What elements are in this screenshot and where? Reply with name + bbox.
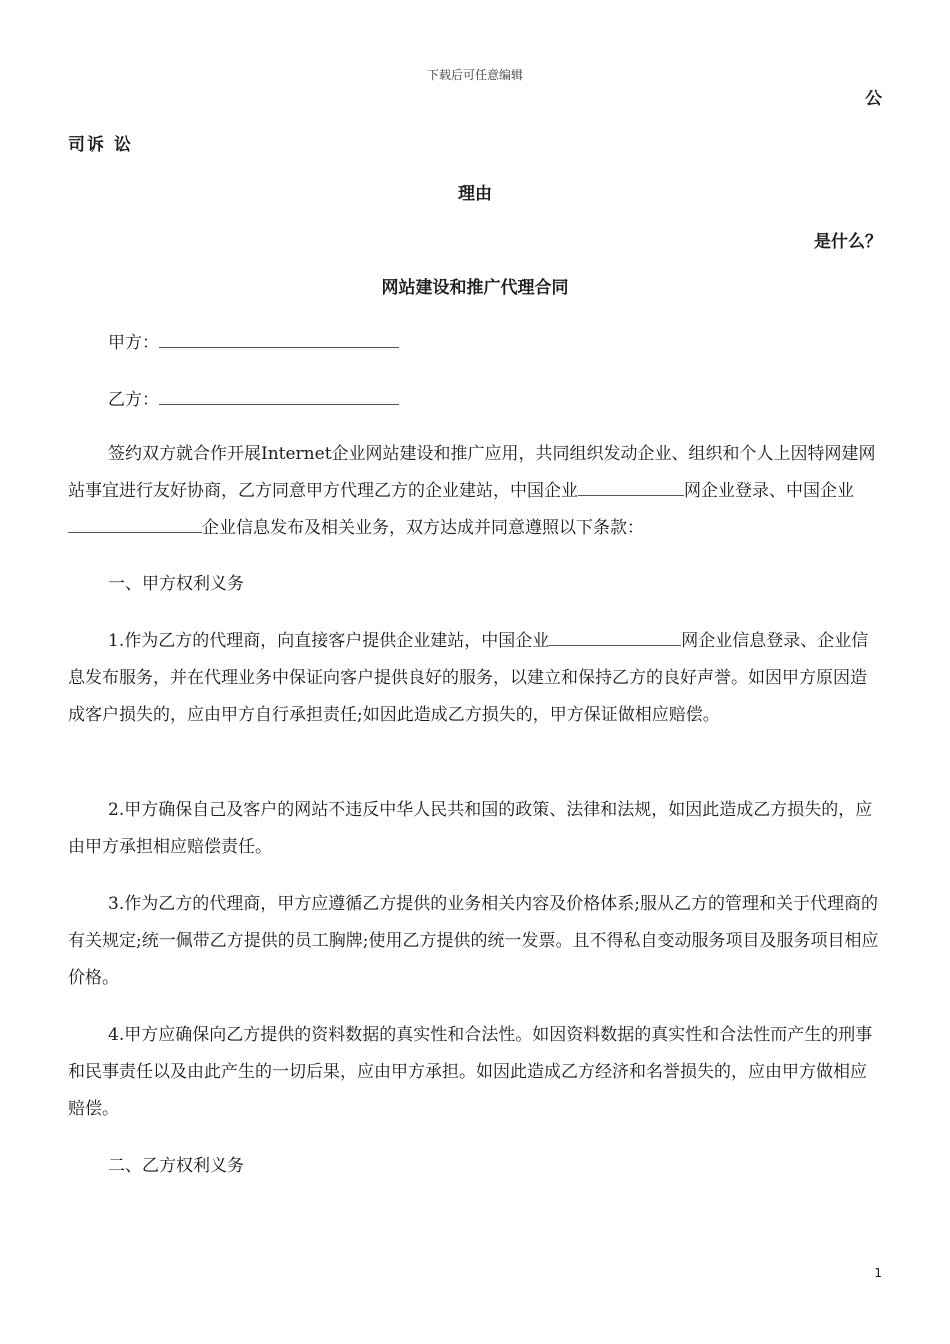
document-title: 网站建设和推广代理合同 bbox=[381, 278, 569, 298]
heading-fragment-b: 司诉 讼 bbox=[68, 135, 133, 155]
party-b-blank bbox=[159, 390, 399, 405]
section-heading-2: 二、乙方权利义务 bbox=[108, 1156, 244, 1176]
heading-fragment-c: 理由 bbox=[458, 184, 492, 204]
party-a-line bbox=[108, 328, 399, 353]
party-a-label: 甲方： bbox=[108, 333, 159, 353]
clause-2: 2.甲方确保自己及客户的网站不违反中华人民共和国的政策、法律和法规，如因此造成乙方损失的，应由甲方承担相应赔偿责任。 bbox=[68, 800, 873, 857]
party-b-label: 乙方： bbox=[108, 390, 159, 410]
clause-1 bbox=[68, 623, 883, 734]
page-number: 1 bbox=[874, 1266, 882, 1280]
intro-text-2: 网企业登录、中国企业 bbox=[684, 481, 854, 501]
heading-fragment-d: 是什么？ bbox=[814, 232, 882, 252]
clause-4: 4.甲方应确保向乙方提供的资料数据的真实性和合法性。如因资料数据的真实性和合法性而产生的刑事和民事责任以及由此产生的一切后果，应由甲方承担。如因此造成乙方经济和名誉损失的，应由甲方做相应赔偿。 bbox=[68, 1025, 873, 1119]
intro-text-1: 签约双方就合作开展Internet企业网站建设和推广应用，共同组织发动企业、组织和个人上因特网建网站事宜进行友好协商，乙方同意甲方代理乙方的企业建站，中国企业 bbox=[68, 444, 876, 501]
party-b-line bbox=[108, 385, 399, 410]
section-heading-1: 一、甲方权利义务 bbox=[108, 574, 244, 594]
intro-paragraph bbox=[68, 436, 883, 547]
blank-underline bbox=[578, 481, 684, 496]
heading-fragment-a: 公 bbox=[865, 89, 882, 109]
intro-text-3: 企业信息发布及相关业务，双方达成并同意遵照以下条款： bbox=[202, 518, 644, 538]
blank-underline bbox=[68, 518, 202, 533]
party-a-blank bbox=[159, 333, 399, 348]
page-header-note: 下载后可任意编辑 bbox=[426, 68, 523, 82]
clause-1-text-a: 1.作为乙方的代理商，向直接客户提供企业建站，中国企业 bbox=[108, 631, 550, 651]
clause-3: 3.作为乙方的代理商，甲方应遵循乙方提供的业务相关内容及价格体系;服从乙方的管理和关于代理商的有关规定;统一佩带乙方提供的员工胸牌;使用乙方提供的统一发票。且不得私自变动服务项目及服务项目相应价格。 bbox=[68, 894, 879, 988]
blank-underline bbox=[549, 631, 681, 646]
clause-1-text-b: 网企业信息登录、企业信息发布服务，并在代理业务中保证向客户提供良好的服务，以建立和保持乙方的良好声誉。如因甲方原因造成客户损失的，应由甲方自行承担责任;如因此造成乙方损失的，甲方保证做相应赔偿。 bbox=[68, 631, 869, 725]
